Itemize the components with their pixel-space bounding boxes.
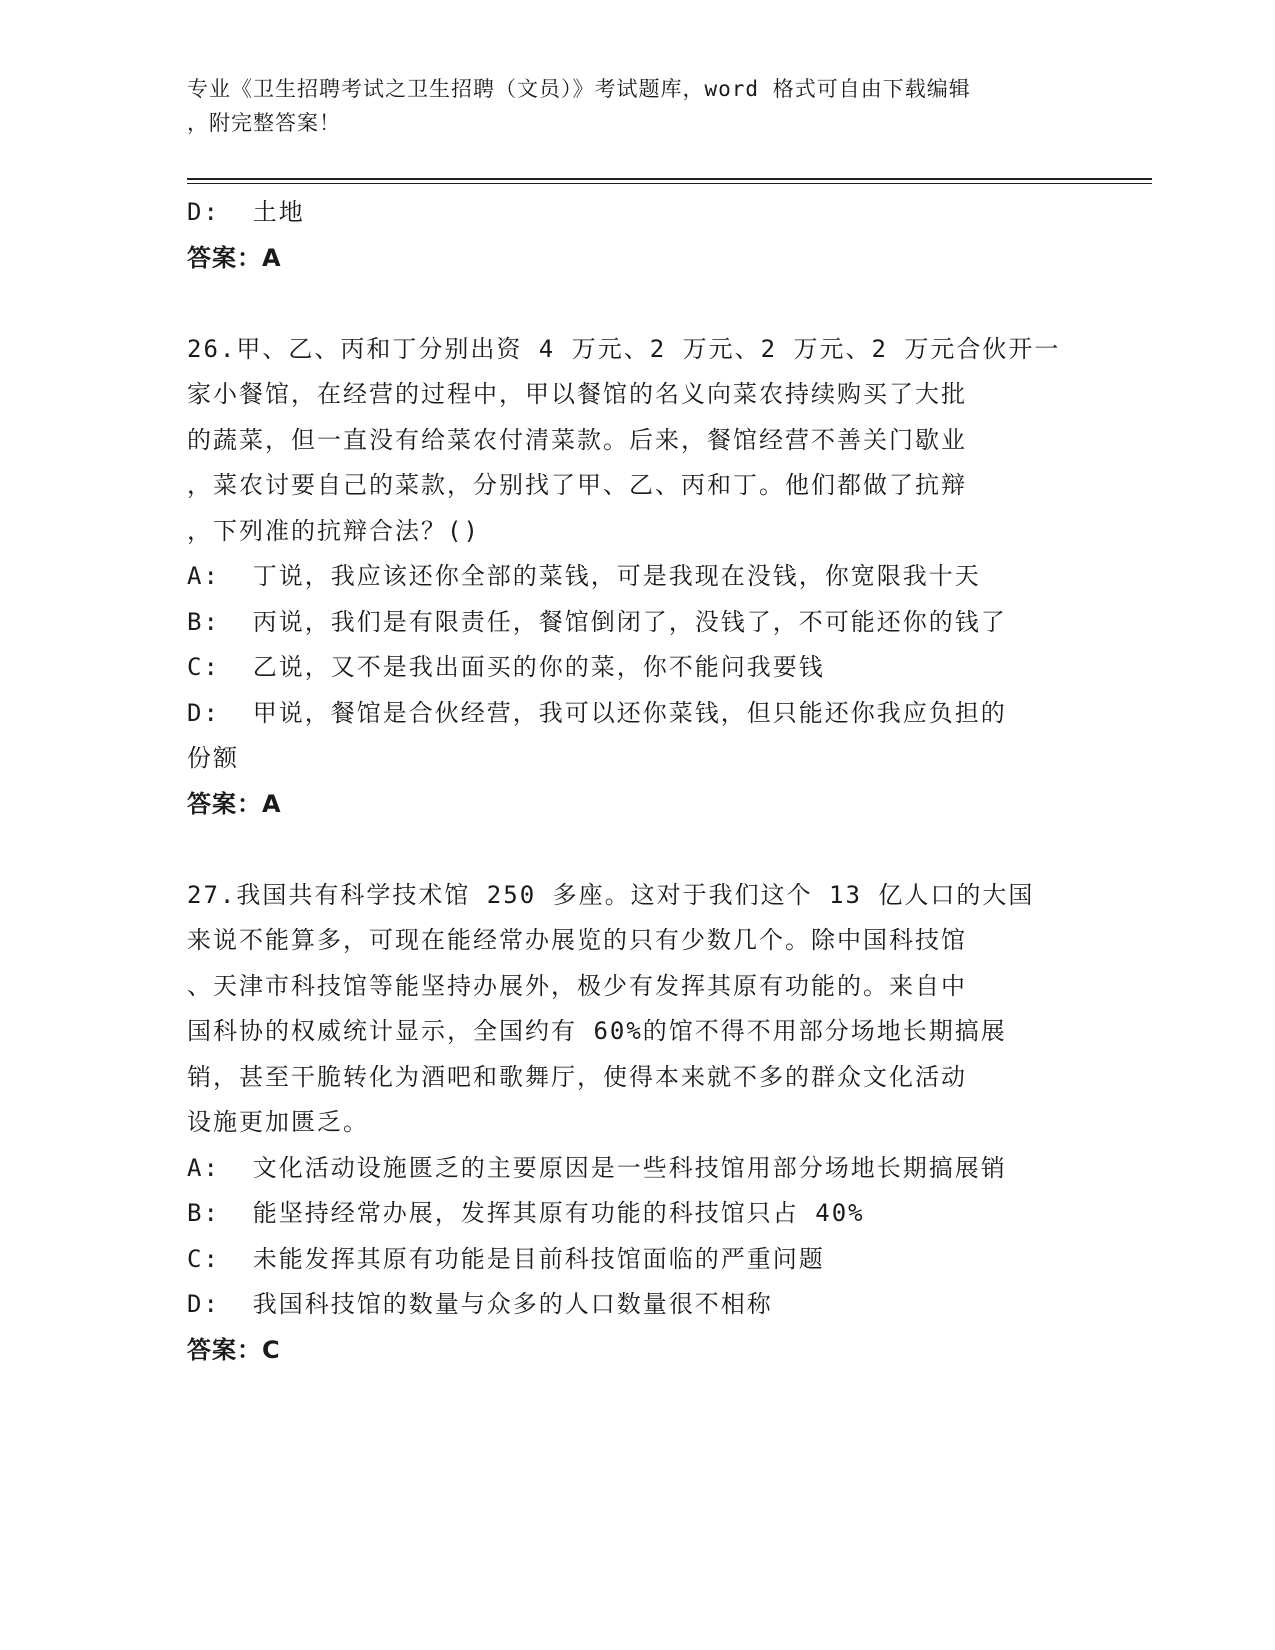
page-header [187, 72, 1087, 140]
spacer [187, 827, 1087, 873]
previous-question-tail [187, 190, 1087, 281]
option-a: A: 文化活动设施匮乏的主要原因是一些科技馆用部分场地长期搞展销 [187, 1153, 1007, 1182]
question-text-line: ，下列准的抗辩合法？() [187, 516, 480, 545]
question-text-line: 家小餐馆，在经营的过程中，甲以餐馆的名义向菜农持续购买了大批 [187, 380, 967, 408]
answer: 答案：C [187, 1335, 281, 1364]
option-b: B: 能坚持经常办展，发挥其原有功能的科技馆只占 40% [187, 1199, 865, 1227]
question-text-line: ，菜农讨要自己的菜款，分别找了甲、乙、丙和丁。他们都做了抗辩 [187, 471, 967, 499]
header-title-line-1: 专业《卫生招聘考试之卫生招聘（文员）》考试题库，word 格式可自由下载编辑 [187, 77, 971, 101]
header-title-line-2: ，附完整答案！ [187, 111, 341, 135]
question-text-line: 来说不能算多，可现在能经常办展览的只有少数几个。除中国科技馆 [187, 926, 967, 954]
question-27 [187, 873, 1087, 1374]
option-d: D: 我国科技馆的数量与众多的人口数量很不相称 [187, 1290, 773, 1318]
header-divider-thick [187, 178, 1152, 180]
document-body [187, 190, 1087, 1373]
option-d-continued: 份额 [187, 744, 239, 772]
question-text-line: 国科协的权威统计显示，全国约有 60%的馆不得不用部分场地长期搞展 [187, 1017, 1007, 1045]
option-b: B: 丙说，我们是有限责任，餐馆倒闭了，没钱了，不可能还你的钱了 [187, 607, 1007, 636]
question-text-line: 设施更加匮乏。 [187, 1108, 369, 1136]
option-d: D: 土地 [187, 198, 305, 226]
option-c: C: 未能发挥其原有功能是目前科技馆面临的严重问题 [187, 1244, 825, 1273]
question-text-line: 、天津市科技馆等能坚持办展外，极少有发挥其原有功能的。来自中 [187, 971, 967, 1000]
header-divider-thin [187, 183, 1152, 184]
option-d: D: 甲说，餐馆是合伙经营，我可以还你菜钱，但只能还你我应负担的 [187, 698, 1007, 727]
answer: 答案：A [187, 789, 282, 818]
option-c: C: 乙说，又不是我出面买的你的菜，你不能问我要钱 [187, 653, 825, 681]
question-text-line: 销，甚至干脆转化为酒吧和歌舞厅，使得本来就不多的群众文化活动 [187, 1062, 967, 1091]
spacer [187, 281, 1087, 327]
answer: 答案：A [187, 243, 282, 272]
question-26 [187, 327, 1087, 828]
question-text-line: 26.甲、乙、丙和丁分别出资 4 万元、2 万元、2 万元、2 万元合伙开一 [187, 334, 1061, 363]
question-text-line: 27.我国共有科学技术馆 250 多座。这对于我们这个 13 亿人口的大国 [187, 880, 1035, 909]
question-text-line: 的蔬菜，但一直没有给菜农付清菜款。后来，餐馆经营不善关门歇业 [187, 425, 967, 454]
option-a: A: 丁说，我应该还你全部的菜钱，可是我现在没钱，你宽限我十天 [187, 562, 981, 590]
